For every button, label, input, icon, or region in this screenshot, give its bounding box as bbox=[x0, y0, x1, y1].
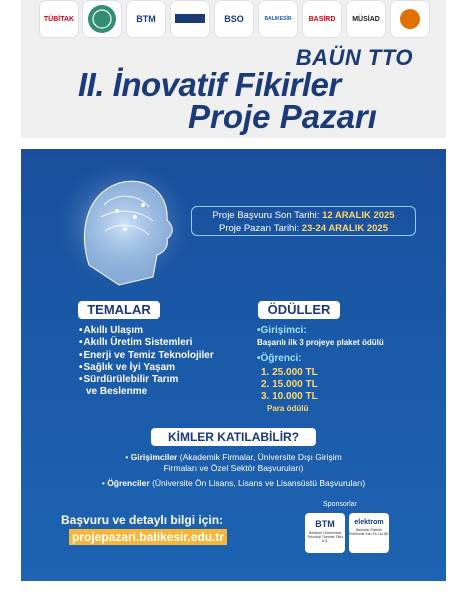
deadline-value-1: 12 ARALIK 2025 bbox=[322, 210, 395, 221]
sponsors-label: Sponsorlar bbox=[323, 501, 357, 508]
partner-logos bbox=[21, 1, 431, 39]
themes-heading: TEMALAR bbox=[78, 301, 160, 319]
who-can-join bbox=[21, 452, 446, 489]
deadline-label-1: Proje Başvuru Son Tarihi: bbox=[212, 210, 323, 221]
logo-agency bbox=[171, 1, 209, 37]
poster-body bbox=[21, 149, 446, 581]
entrepreneur-label: •Girişimci: bbox=[257, 325, 307, 336]
ai-head-illustration bbox=[49, 155, 199, 295]
list-item: • Sürdürülebilir Tarım bbox=[79, 374, 214, 386]
who-entrepreneurs-cont: Firmaları ve Özel Sektör Başvuruları) bbox=[163, 463, 304, 473]
list-item: • Akıllı Üretim Sistemleri bbox=[79, 337, 214, 349]
awards-heading: ÖDÜLLER bbox=[258, 301, 340, 319]
who-students: • Öğrenciler (Üniversite Ön Lisans, Lisans ve Lisansüstü Başvuruları) bbox=[101, 478, 366, 488]
apply-label: Başvuru ve detaylı bilgi için: bbox=[61, 513, 224, 527]
entrepreneur-text: Başarılı ilk 3 projeye plaket ödülü bbox=[257, 338, 384, 347]
logo-balikesir: BALIKESİR bbox=[259, 1, 297, 37]
logo-btm: BTM bbox=[127, 1, 165, 37]
logo-musiad: MÜSİAD bbox=[347, 1, 385, 37]
list-item: • Akıllı Ulaşım bbox=[79, 325, 214, 337]
sponsor-logo-btm: BTM Balıkesir Üniversitesi Teknoloji Transfer Ofisi A.Ş. bbox=[305, 513, 345, 553]
list-item: • Enerji ve Temiz Teknolojiler bbox=[79, 350, 214, 362]
prize-1: 1. 25.000 TL bbox=[261, 367, 318, 378]
student-label: •Öğrenci: bbox=[257, 353, 302, 364]
deadlines-box bbox=[191, 206, 416, 236]
page-title-line1: II. İnovatif Fikirler bbox=[78, 66, 341, 103]
awards-list bbox=[257, 325, 384, 415]
logo-seal bbox=[83, 1, 121, 37]
who-entrepreneurs: • Girişimciler (Akademik Firmalar, Üniversite Dışı Girişim bbox=[125, 452, 342, 462]
brand-name: BAÜN TTO bbox=[295, 45, 413, 70]
logo-tubitak: TÜBİTAK bbox=[40, 1, 78, 37]
sponsor-logo-elektrom: elektrom Balıkesir Elektrik Elektronik San.Tic.Ltd.Şti. bbox=[349, 513, 389, 553]
logo-orange bbox=[391, 1, 429, 37]
who-heading: KİMLER KATILABİLİR? bbox=[151, 428, 316, 446]
prize-3: 3. 10.000 TL bbox=[261, 391, 318, 402]
page-title-line2: Proje Pazarı bbox=[188, 98, 377, 135]
logo-bso: BSO bbox=[215, 1, 253, 37]
logo-basird: BASİRD bbox=[303, 1, 341, 37]
list-item-continuation: ve Beslenme bbox=[86, 386, 148, 398]
prize-note: Para ödülü bbox=[267, 404, 309, 413]
deadline-value-2: 23-24 ARALIK 2025 bbox=[301, 223, 388, 234]
themes-list bbox=[79, 325, 214, 399]
deadline-label-2: Proje Pazarı Tarihi: bbox=[219, 223, 302, 234]
list-item: • Sağlık ve İyi Yaşam bbox=[79, 362, 214, 374]
apply-url-link[interactable]: projepazari.balikesir.edu.tr bbox=[69, 529, 227, 545]
prize-2: 2. 15.000 TL bbox=[261, 379, 318, 390]
